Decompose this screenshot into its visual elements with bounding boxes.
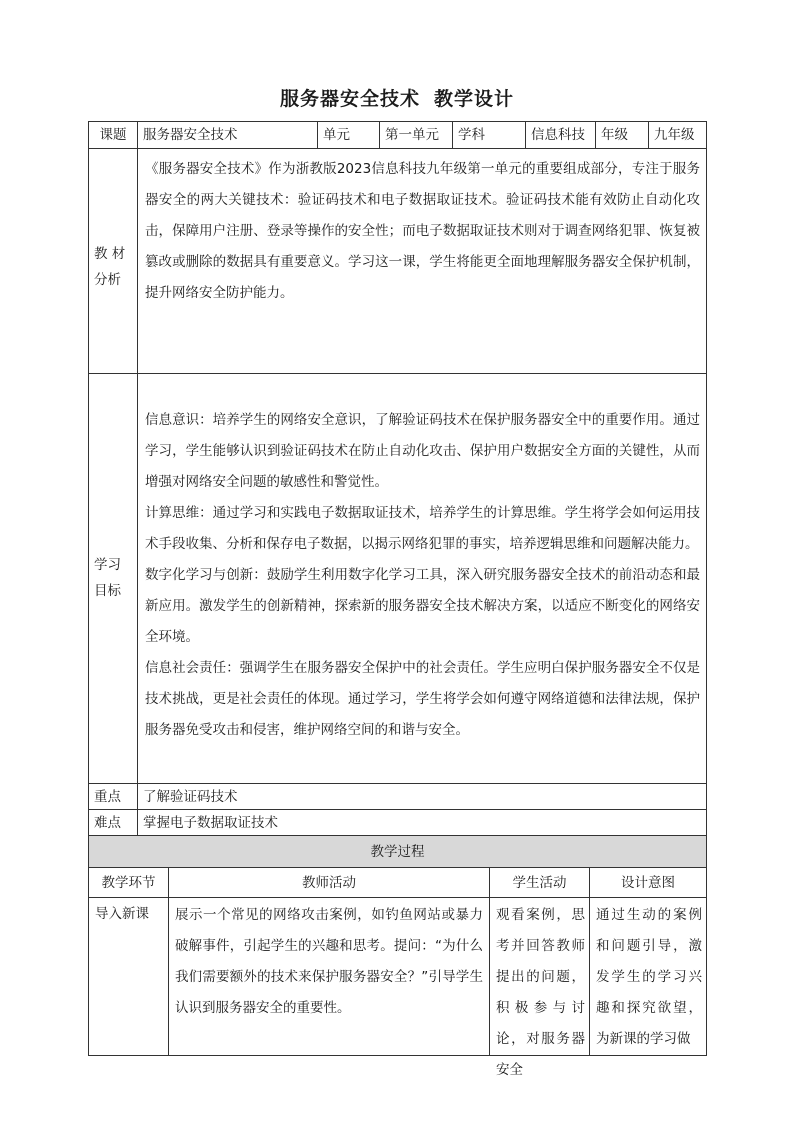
process-header: 教学过程 — [370, 843, 425, 860]
subject-label: 学科 — [458, 127, 485, 143]
title-sub: 教学设计 — [434, 88, 515, 110]
column-header-stage-label: 教学环节 — [101, 874, 156, 891]
grade-value-cell — [648, 121, 707, 149]
key-point-label: 重点 — [94, 788, 121, 805]
material-text: 《服务器安全技术》作为浙教版2023信息科技九年级第一单元的重要组成部分，专注于服务器安全的两大关键技术：验证码技术和电子数据取证技术。验证码技术能有效防止自动化攻击，保障用户注册、登录等操作的安全性；而电子数据取证技术则对于调查网络犯罪、恢复被篡改或删除的数据具有重要意义。学习这一课，学生将能更全面地理解服务器安全保护机制，提升网络安全防护能力。 — [145, 161, 700, 301]
row-teacher-activity: 展示一个常见的网络攻击案例，如钓鱼网站或暴力破解事件，引起学生的兴趣和思考。提问：“为什么我们需要额外的技术来保护服务器安全？”引导学生认识到服务器安全的重要性。 — [175, 907, 483, 1016]
material-label-line2: 分析 — [94, 272, 121, 288]
column-header-intent-label: 设计意图 — [621, 874, 675, 891]
subject-label-cell — [452, 121, 526, 149]
goals-label-line2: 目标 — [94, 583, 121, 599]
unit-value: 第一单元 — [385, 127, 439, 143]
column-header-teacher-label: 教师活动 — [302, 874, 356, 891]
key-point-label-cell — [88, 783, 138, 810]
goals-label-line1: 学习 — [94, 557, 121, 573]
grade-label-cell — [595, 121, 649, 149]
document-title — [0, 84, 794, 111]
unit-label: 单元 — [323, 127, 350, 143]
difficulty-label-cell — [88, 809, 138, 836]
goal-item-information-awareness: 信息意识：培养学生的网络安全意识，了解验证码技术在保护服务器安全中的重要作用。通过学习，学生能够认识到验证码技术在防止自动化攻击、保护用户数据安全方面的关键性，从而增强对网络安全问题的敏感性和警觉性。 — [145, 412, 700, 490]
goal-item-digital-learning: 数字化学习与创新：鼓励学生利用数字化学习工具，深入研究服务器安全技术的前沿动态和最新应用。激发学生的创新精神，探索新的服务器安全技术解决方案，以适应不断变化的网络安全环境。 — [145, 567, 700, 645]
row-student-activity: 观看案例，思考并回答教师提出的问题，积极参与讨论，对服务器安全 — [496, 907, 585, 1078]
subject-value: 信息科技 — [531, 127, 585, 143]
goal-item-social-responsibility: 信息社会责任：强调学生在服务器安全保护中的社会责任。学生应明白保护服务器安全不仅是技术挑战，更是社会责任的体现。通过学习，学生将学会如何遵守网络道德和法律法规，保护服务器免受攻击和侵害，维护网络空间的和谐与安全。 — [145, 660, 700, 738]
title-main: 服务器安全技术 — [279, 88, 420, 110]
material-label-line1: 教 材 — [94, 246, 126, 262]
table-row-teacher-cell — [168, 897, 490, 1056]
row-stage: 导入新课 — [95, 906, 149, 922]
grade-label: 年级 — [601, 127, 628, 143]
row-design-intent: 通过生动的案例和问题引导，激发学生的学习兴趣和探究欲望，为新课的学习做 — [596, 907, 702, 1047]
difficulty-label: 难点 — [94, 814, 121, 831]
goal-item-computational-thinking: 计算思维：通过学习和实践电子数据取证技术，培养学生的计算思维。学生将学会如何运用技术手段收集、分析和保存电子数据，以揭示网络犯罪的事实，培养逻辑思维和问题解决能力。 — [145, 505, 700, 552]
goals-list — [145, 405, 700, 746]
difficulty-value-cell — [137, 809, 707, 836]
subject-value-cell — [525, 121, 596, 149]
column-header-stage — [88, 867, 169, 898]
course-value: 服务器安全技术 — [143, 127, 238, 143]
table-row-intent-cell — [589, 897, 707, 1056]
course-label-cell — [88, 121, 138, 149]
column-header-teacher — [168, 867, 490, 898]
process-header-cell — [88, 835, 707, 868]
column-header-intent — [589, 867, 707, 898]
difficulty-value: 掌握电子数据取证技术 — [143, 814, 278, 831]
table-row-stage-cell — [88, 897, 169, 1056]
material-label-cell — [88, 148, 138, 374]
unit-value-cell — [379, 121, 453, 149]
goals-label-cell — [88, 373, 138, 784]
table-row-student-cell — [489, 897, 590, 1078]
column-header-student-label: 学生活动 — [512, 874, 567, 891]
course-label: 课题 — [99, 127, 127, 143]
grade-value: 九年级 — [654, 127, 695, 143]
column-header-student — [489, 867, 590, 898]
key-point-value-cell — [137, 783, 707, 810]
course-value-cell — [137, 121, 318, 149]
key-point-value: 了解验证码技术 — [143, 788, 238, 805]
unit-label-cell — [317, 121, 380, 149]
